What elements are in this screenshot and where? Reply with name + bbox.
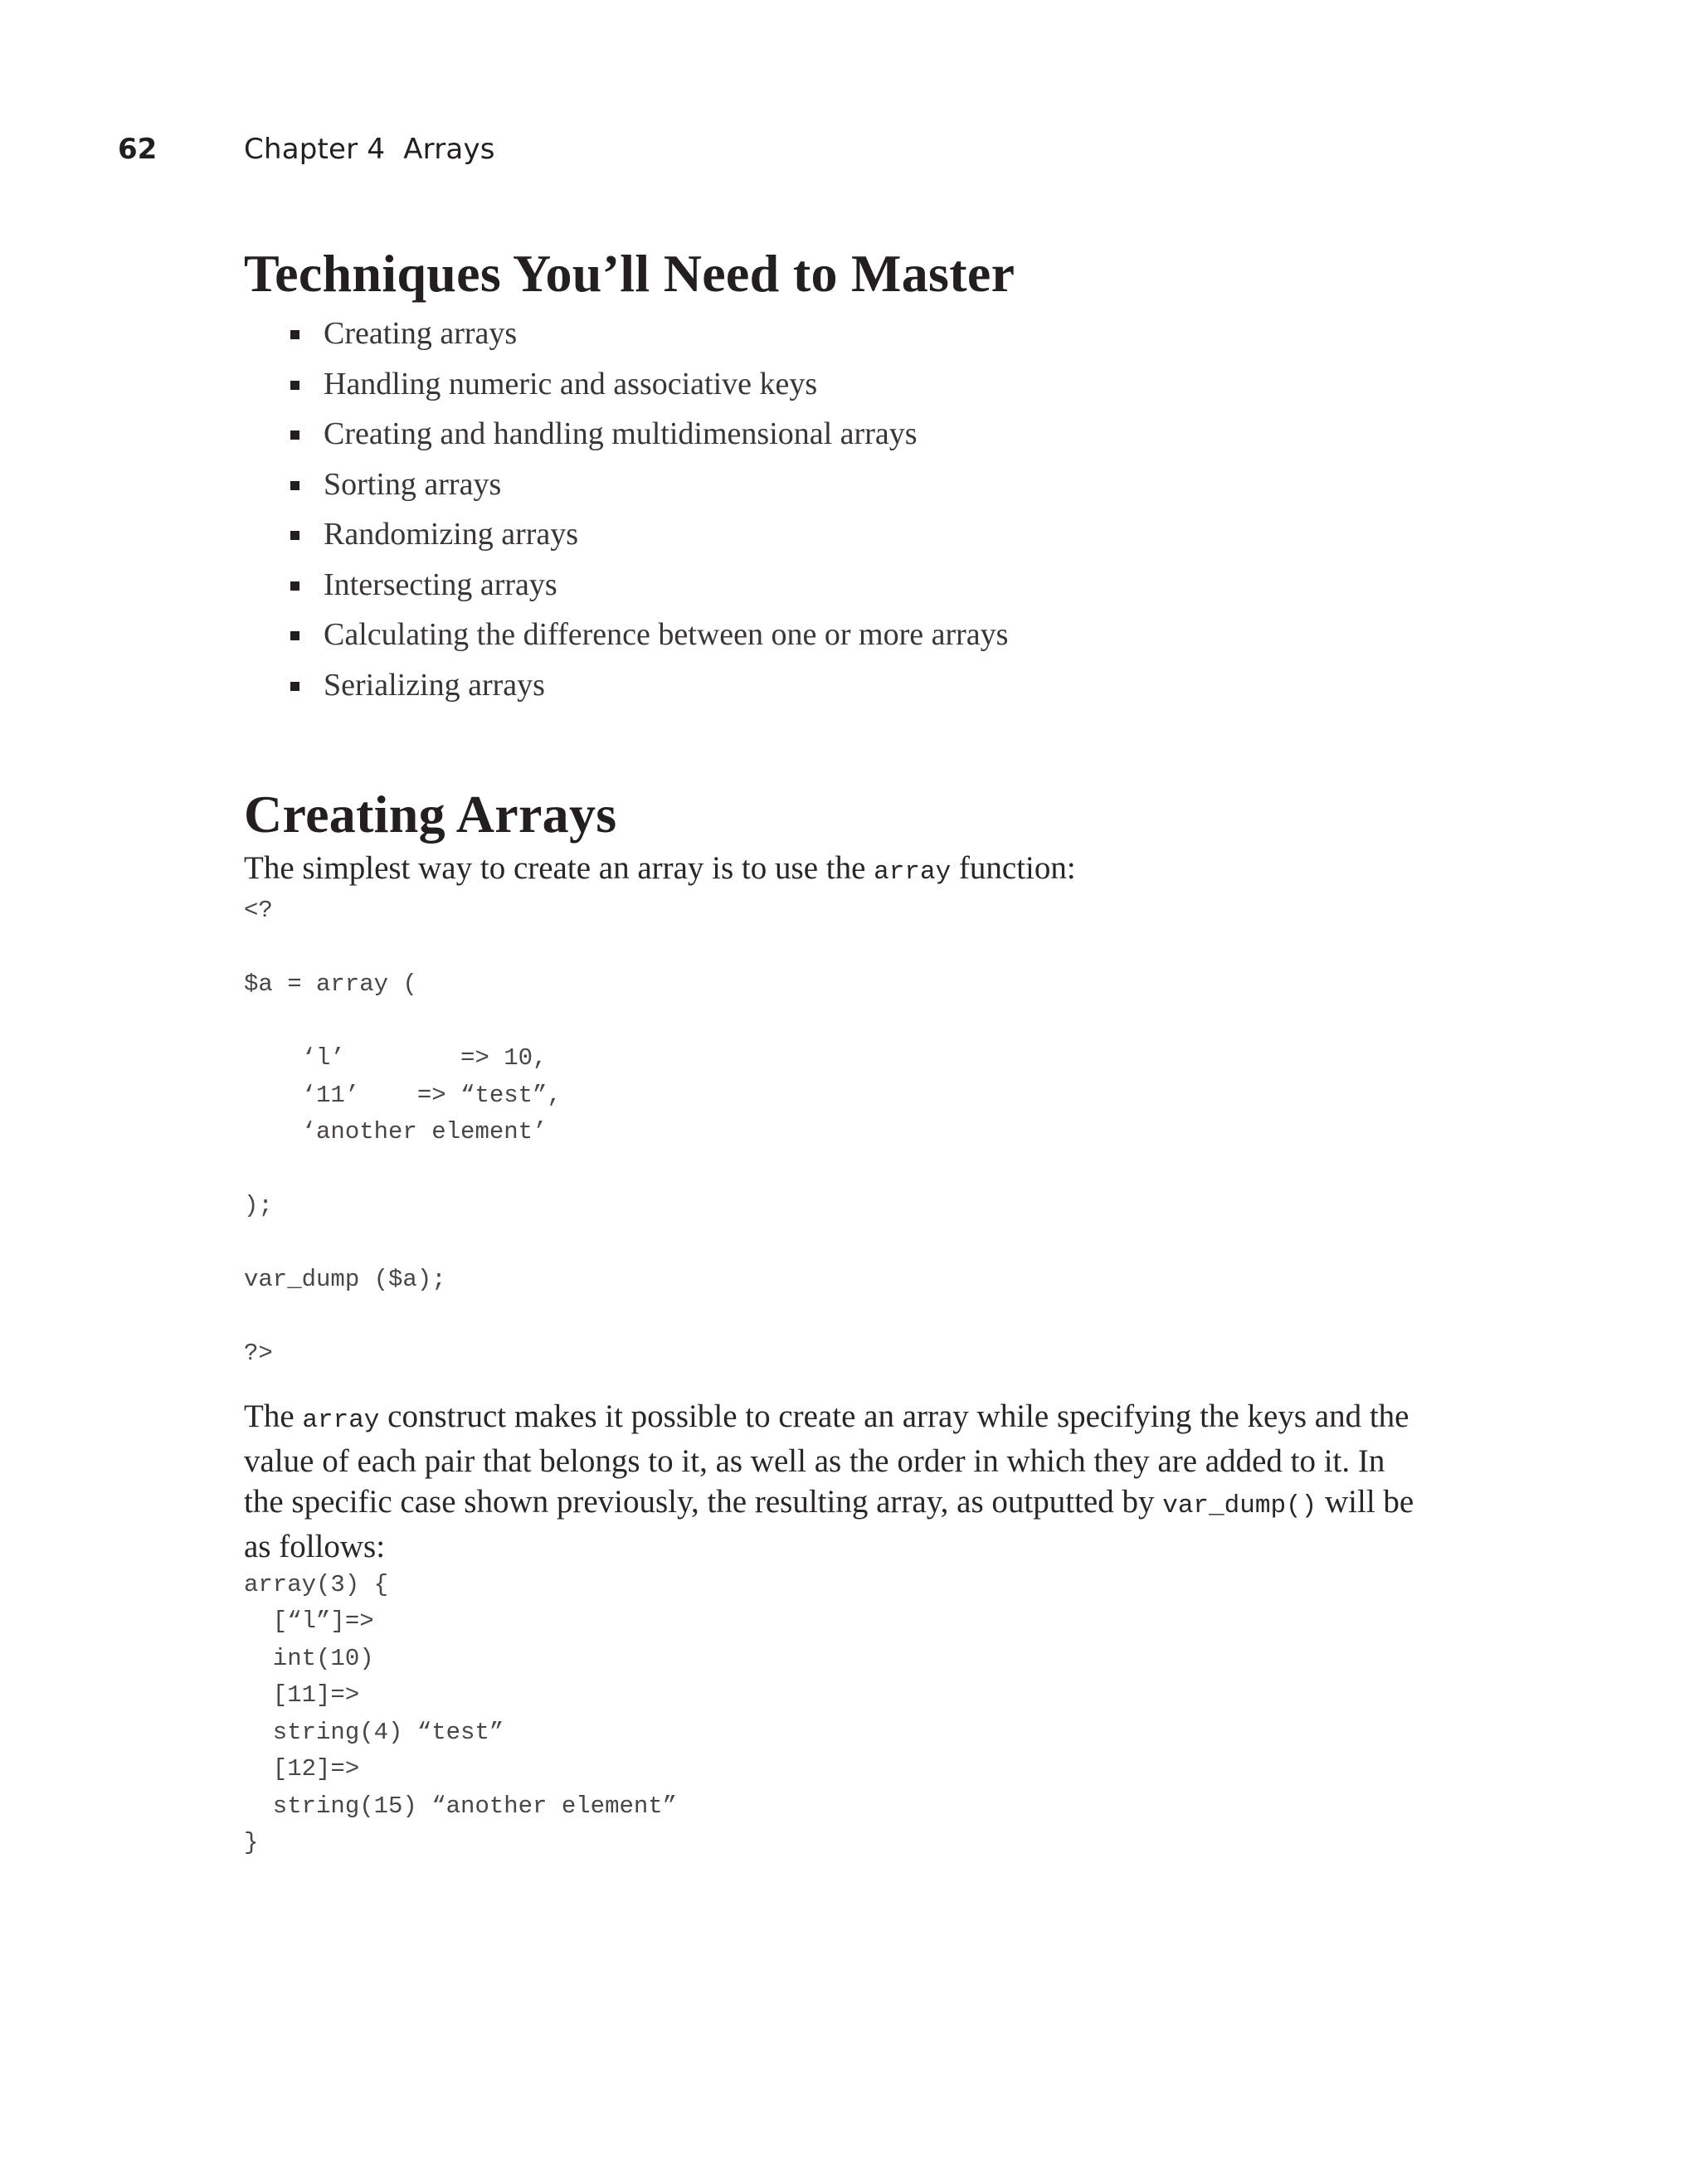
square-bullet-icon — [290, 581, 299, 591]
code-block-var-dump-output: array(3) { [“l”]=> int(10) [11]=> string(4) “test” [12]=> string(15) “another element” } — [244, 1570, 678, 1856]
list-item — [324, 359, 1422, 410]
square-bullet-icon — [290, 381, 299, 390]
list-item — [324, 309, 1422, 359]
chapter-label: Chapter 4 Arrays — [244, 133, 495, 166]
list-item — [324, 660, 1422, 711]
explanation-text-3: will be as follows: — [244, 1483, 1414, 1564]
list-item — [324, 560, 1422, 610]
square-bullet-icon — [290, 481, 299, 490]
list-item-text: Serializing arrays — [324, 667, 545, 703]
intro-text-after: function: — [951, 850, 1076, 886]
list-item-text: Creating and handling multidimensional arrays — [324, 416, 918, 451]
square-bullet-icon — [290, 330, 299, 339]
list-item-text: Sorting arrays — [324, 466, 502, 502]
list-item — [324, 509, 1422, 560]
intro-text-before: The simplest way to create an array is to use the — [244, 850, 874, 886]
square-bullet-icon — [290, 631, 299, 640]
list-item — [324, 409, 1422, 460]
explanation-paragraph — [244, 1396, 1422, 1567]
square-bullet-icon — [290, 430, 299, 440]
inline-code-array: array — [874, 858, 952, 887]
list-item-text: Handling numeric and associative keys — [324, 366, 818, 401]
explanation-text-2: construct makes it possible to create an array while specifying the keys and the value of each pair that belongs to it, as well as the order in which they are added to it. In the specific case shown previously, the resulting array, as outputted by — [244, 1398, 1409, 1520]
section-heading-creating-arrays: Creating Arrays — [244, 785, 617, 844]
page-number: 62 — [118, 133, 158, 166]
square-bullet-icon — [290, 531, 299, 540]
running-head — [118, 133, 1578, 174]
section-heading-techniques: Techniques You’ll Need to Master — [244, 244, 1015, 303]
list-item-text: Intersecting arrays — [324, 567, 557, 602]
code-block-array-creation: <? $a = array ( ‘l’ => 10, ‘11’ => “test”, ‘another element’ ); var_dump ($a); ?> — [244, 897, 562, 1367]
page-content — [244, 241, 1422, 1862]
explanation-text-1: The — [244, 1398, 303, 1434]
list-item — [324, 610, 1422, 660]
section-spacer — [244, 710, 1422, 781]
list-item — [324, 460, 1422, 510]
list-item-text: Randomizing arrays — [324, 517, 579, 552]
intro-paragraph — [244, 848, 1422, 893]
inline-code-array-construct: array — [302, 1405, 380, 1435]
square-bullet-icon — [290, 682, 299, 691]
list-item-text: Creating arrays — [324, 316, 518, 351]
list-item-text: Calculating the difference between one or more arrays — [324, 617, 1009, 652]
techniques-list — [244, 309, 1422, 710]
inline-code-var-dump: var_dump() — [1162, 1491, 1317, 1520]
